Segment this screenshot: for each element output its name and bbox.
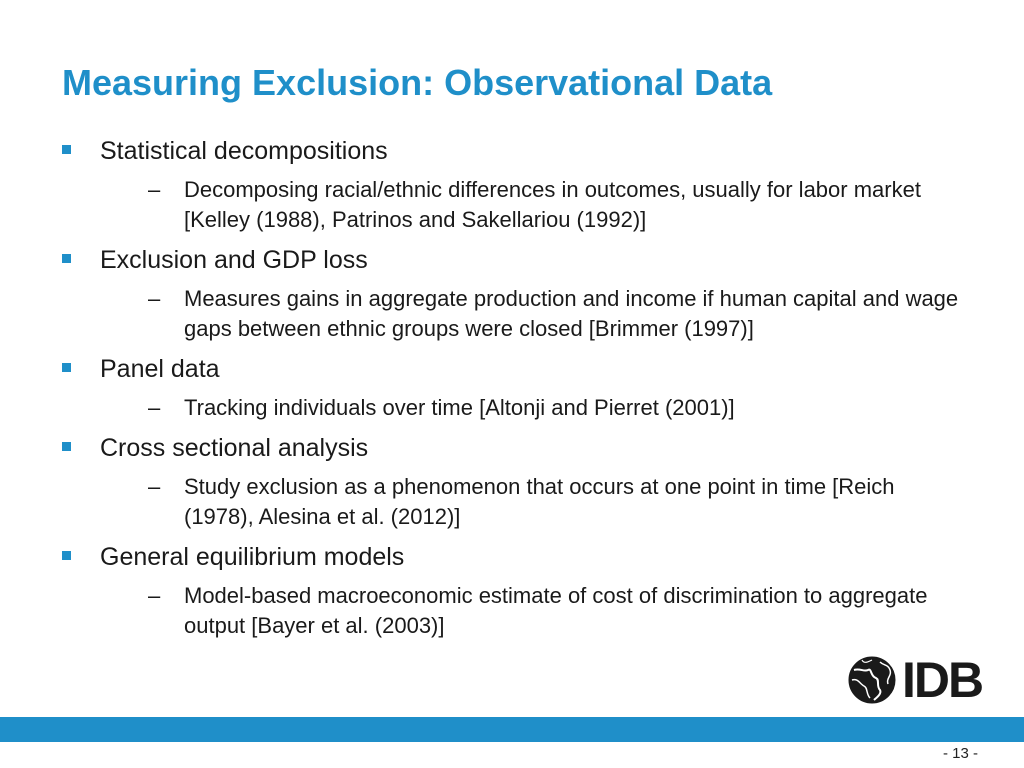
bullet-text: Exclusion and GDP loss — [100, 246, 368, 274]
idb-logo — [846, 652, 992, 708]
footer-band — [0, 717, 1024, 742]
square-bullet-icon — [62, 442, 71, 451]
sub-bullet-text: Decomposing racial/ethnic differences in outcomes, usually for labor market [Kelley (1988), Patrinos and Sakellariou (1992)] — [184, 177, 921, 232]
bullet-text: Statistical decompositions — [100, 137, 388, 165]
bullet-item — [62, 354, 962, 423]
square-bullet-icon — [62, 254, 71, 263]
sub-bullet-text: Model-based macroeconomic estimate of cost of discrimination to aggregate output [Bayer et al. (2003)] — [184, 583, 928, 638]
dash-bullet-icon: – — [148, 177, 161, 202]
sub-bullet-item — [148, 393, 962, 423]
bullet-text: Panel data — [100, 355, 220, 383]
globe-icon — [846, 654, 898, 706]
logo-text: IDB — [902, 652, 983, 708]
sub-bullet-text: Study exclusion as a phenomenon that occurs at one point in time [Reich (1978), Alesina et al. (2012)] — [184, 474, 895, 529]
square-bullet-icon — [62, 363, 71, 372]
dash-bullet-icon: – — [148, 474, 161, 499]
bullet-item — [62, 136, 962, 235]
dash-bullet-icon: – — [148, 395, 161, 420]
bullet-item — [62, 542, 962, 641]
sub-bullet-item — [148, 175, 962, 235]
dash-bullet-icon: – — [148, 286, 161, 311]
square-bullet-icon — [62, 551, 71, 560]
slide-title: Measuring Exclusion: Observational Data — [62, 62, 773, 103]
bullet-text: Cross sectional analysis — [100, 434, 369, 462]
sub-bullet-item — [148, 581, 962, 641]
bullet-text: General equilibrium models — [100, 543, 405, 571]
square-bullet-icon — [62, 145, 71, 154]
sub-bullet-text: Tracking individuals over time [Altonji and Pierret (2001)] — [184, 395, 735, 420]
bullet-item — [62, 245, 962, 344]
sub-bullet-item — [148, 284, 962, 344]
page-number: - 13 - — [942, 745, 978, 762]
bullet-item — [62, 433, 962, 532]
slide-content — [62, 136, 962, 651]
sub-bullet-item — [148, 472, 962, 532]
sub-bullet-text: Measures gains in aggregate production and income if human capital and wage gaps between ethnic groups were closed [Brimmer (1997)] — [184, 286, 959, 341]
dash-bullet-icon: – — [148, 583, 161, 608]
